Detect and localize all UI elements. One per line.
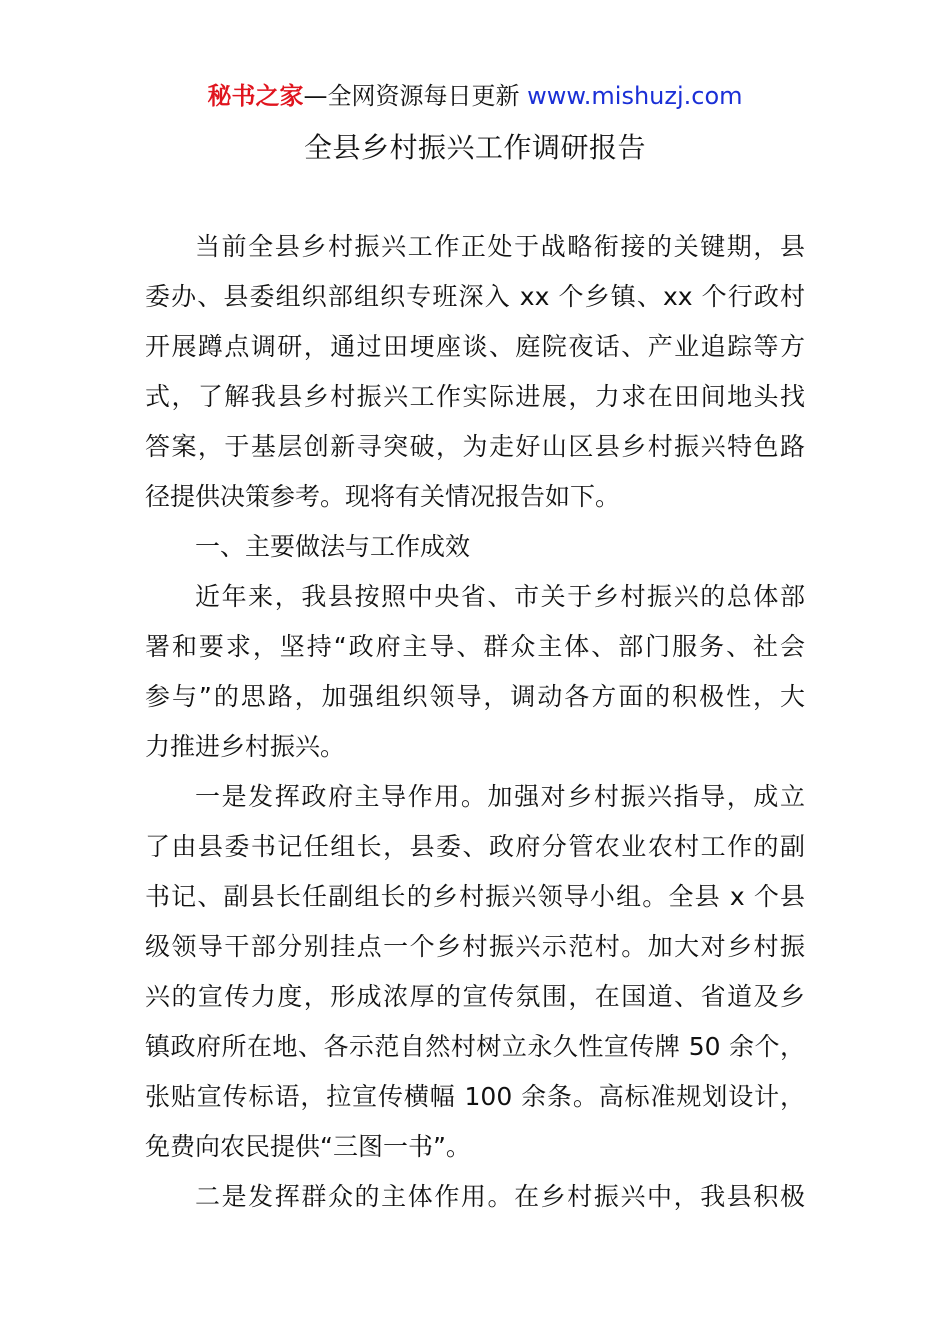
document-body [145, 222, 805, 1222]
body-line: 镇政府所在地、各示范自然村树立永久性宣传牌 50 余个， [145, 1032, 805, 1061]
body-line: 一是发挥政府主导作用。加强对乡村振兴指导，成立 [195, 782, 805, 811]
site-header [0, 80, 950, 112]
body-line: 免费向农民提供“三图一书”。 [145, 1132, 471, 1161]
body-line: 式，了解我县乡村振兴工作实际进展，力求在田间地头找 [145, 382, 805, 411]
document-title: 全县乡村振兴工作调研报告 [303, 131, 646, 164]
body-line: 委办、县委组织部组织专班深入 xx 个乡镇、xx 个行政村 [145, 282, 805, 311]
body-line: 级领导干部分别挂点一个乡村振兴示范村。加大对乡村振 [145, 932, 805, 961]
site-brand: 秘书之家 [207, 82, 304, 110]
body-line: 兴的宣传力度，形成浓厚的宣传氛围，在国道、省道及乡 [145, 982, 805, 1011]
body-line: 力推进乡村振兴。 [145, 732, 346, 761]
body-line: 径提供决策参考。现将有关情况报告如下。 [145, 482, 621, 511]
body-line: 书记、副县长任副组长的乡村振兴领导小组。全县 x 个县 [145, 882, 805, 911]
body-line: 参与”的思路，加强组织领导，调动各方面的积极性，大 [145, 682, 805, 711]
body-line: 开展蹲点调研，通过田埂座谈、庭院夜话、产业追踪等方 [145, 332, 805, 361]
body-line: 当前全县乡村振兴工作正处于战略衔接的关键期，县 [195, 232, 805, 261]
site-tagline: —全网资源每日更新 [303, 82, 528, 110]
body-line: 二是发挥群众的主体作用。在乡村振兴中，我县积极 [195, 1182, 805, 1211]
body-line: 张贴宣传标语，拉宣传横幅 100 余条。高标准规划设计， [145, 1082, 805, 1111]
body-line: 答案，于基层创新寻突破，为走好山区县乡村振兴特色路 [145, 432, 805, 461]
section-heading: 一、主要做法与工作成效 [195, 532, 471, 561]
site-url[interactable]: www.mishuzj.com [527, 82, 743, 110]
body-line: 了由县委书记任组长，县委、政府分管农业农村工作的副 [145, 832, 805, 861]
body-line: 近年来，我县按照中央省、市关于乡村振兴的总体部 [195, 582, 805, 611]
body-line: 署和要求，坚持“政府主导、群众主体、部门服务、社会 [145, 632, 805, 661]
